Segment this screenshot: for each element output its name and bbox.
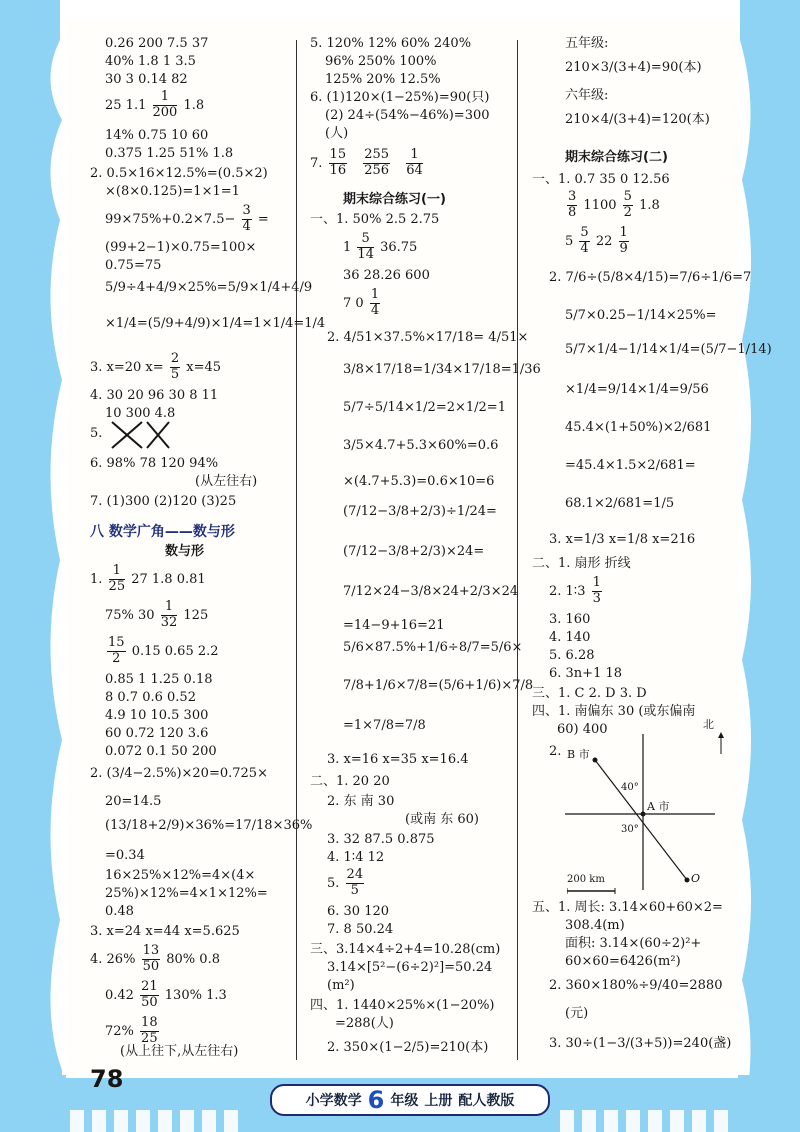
answer-line: 3. 160 — [549, 612, 591, 627]
answer-line: 5/6×87.5%+1/6÷8/7=5/6× — [343, 640, 523, 655]
fraction: $\frac{2}{5}$ — [170, 351, 180, 382]
answer-text: 0.15 0.65 2.2 — [131, 643, 219, 659]
answer-line: 2. — [549, 744, 562, 759]
matching-lines-icon — [107, 420, 177, 450]
answer-line: 0.75=75 — [105, 258, 162, 273]
answer-line: 3. x=1/3 x=1/8 x=216 — [549, 532, 696, 547]
answer-text: 75% 30 — [105, 607, 155, 623]
answer-line: (人) — [325, 126, 349, 141]
answer-text: 125 — [183, 607, 209, 623]
answer-line: =1×7/8=7/8 — [343, 718, 426, 733]
answer-line: 2. 350×(1−2/5)=210(本) — [327, 1040, 489, 1055]
answer-line: (13/18+2/9)×36%=17/18×36% — [105, 818, 313, 833]
answer-line: 3. x=16 x=35 x=16.4 — [327, 752, 469, 767]
answer-line: 四、1. 1440×25%×(1−20%) — [310, 998, 495, 1013]
answer-line: 3/5×4.7+5.3×60%=0.6 — [343, 438, 499, 453]
footer-term: 上册 — [424, 1093, 453, 1109]
answer-line: (m²) — [327, 978, 355, 993]
answer-line — [327, 868, 366, 899]
fraction: $\frac{13}{50}$ — [142, 943, 160, 974]
answer-text: 80% 0.8 — [166, 951, 220, 967]
answer-text: 1 — [343, 239, 352, 255]
answer-line: =288(人) — [335, 1016, 394, 1031]
fraction: $\frac{1}{64}$ — [406, 147, 423, 178]
answer-line: 一、1. 50% 2.5 2.75 — [310, 212, 440, 227]
fraction: $\frac{1}{32}$ — [160, 599, 178, 630]
answer-line — [565, 190, 660, 221]
answer-line: (2) 24÷(54%−46%)=300 — [325, 108, 490, 123]
answer-text: 7. — [310, 155, 323, 171]
answer-line: 5. 6.28 — [549, 648, 595, 663]
answer-line: 一、1. 0.7 35 0 12.56 — [532, 172, 670, 187]
answer-line: 5/9÷4+4/9×25%=5/9×1/4+4/9 — [105, 280, 313, 295]
city-b-label: B 市 — [567, 748, 590, 761]
answer-text: 36.75 — [380, 239, 418, 255]
answer-line: 25%)×12%=4×1×12%= — [105, 886, 268, 901]
answer-line: =0.34 — [105, 848, 145, 863]
fraction: $\frac{1}{3}$ — [592, 575, 601, 606]
answer-note: (从上往下,从左往右) — [120, 1044, 239, 1059]
answer-line: (7/12−3/8+2/3)÷1/24= — [343, 504, 497, 519]
answer-line — [105, 1016, 161, 1047]
answer-line: 60×60=6426(m²) — [565, 954, 681, 969]
fraction: $\frac{1}{9}$ — [619, 225, 628, 256]
fraction: $\frac{3}{8}$ — [568, 189, 577, 220]
answer-line: 三、3.14×4÷2+4=10.28(cm) — [310, 942, 501, 957]
footer-edition: 配人教版 — [458, 1093, 515, 1109]
answer-line: 4.9 10 10.5 300 — [105, 708, 209, 723]
fraction: $\frac{255}{256}$ — [364, 147, 390, 178]
answer-text: 5. — [327, 875, 340, 891]
answer-line — [90, 352, 221, 383]
answer-text: 1.8 — [639, 197, 660, 213]
answer-line: 0.072 0.1 50 200 — [105, 744, 217, 759]
fraction: $\frac{18}{25}$ — [141, 1015, 158, 1046]
fraction: $\frac{1}{4}$ — [370, 287, 380, 318]
answer-line: ×(4.7+5.3)=0.6×10=6 — [343, 474, 495, 489]
answer-line: 2. (3/4−2.5%)×20=0.725× — [90, 766, 268, 781]
answer-text: 0.42 — [105, 987, 134, 1003]
answer-line: (元) — [565, 1006, 589, 1021]
answer-line: 三、1. C 2. D 3. D — [532, 686, 647, 701]
answer-line: 6. (1)120×(1−25%)=90(只) — [310, 90, 490, 105]
answer-line — [90, 564, 206, 595]
answer-text: 27 1.8 0.81 — [131, 571, 206, 587]
answer-line — [565, 226, 631, 257]
section-title: 期末综合练习(一) — [343, 192, 446, 207]
answer-line: 二、1. 扇形 折线 — [532, 556, 631, 571]
page-number: 78 — [90, 1065, 124, 1093]
answer-line: ×(8×0.125)=1×1=1 — [105, 184, 240, 199]
answer-line: 2. 东 南 30 — [327, 794, 395, 809]
answer-text: 25 1.1 — [105, 97, 147, 113]
answer-line — [105, 636, 219, 667]
answer-text: = — [257, 211, 269, 227]
fraction: $\frac{21}{50}$ — [141, 979, 158, 1010]
answer-line: =45.4×1.5×2/681= — [565, 458, 696, 473]
answer-line: 4. 1∶4 12 — [327, 850, 385, 865]
answer-line: 六年级: — [565, 88, 609, 103]
answer-line: 7. (1)300 (2)120 (3)25 — [90, 494, 237, 509]
answer-line: 3. 30÷(1−3/(3+5))=240(盏) — [549, 1036, 732, 1051]
answer-line — [310, 148, 425, 179]
answer-line: 40% 1.8 1 3.5 — [105, 54, 196, 69]
answer-line: 20=14.5 — [105, 794, 162, 809]
answer-line: 5/7×0.25−1/14×25%= — [565, 308, 717, 323]
section-title: 数与形 — [165, 544, 205, 559]
answer-line: 125% 20% 12.5% — [325, 72, 441, 87]
answer-text: 99×75%+0.2×7.5− — [105, 211, 236, 227]
answer-line: ×1/4=(5/9+4/9)×1/4=1×1/4=1/4 — [105, 316, 326, 331]
answer-line: 0.85 1 1.25 0.18 — [105, 672, 213, 687]
answer-line: 五、1. 周长: 3.14×60+60×2= — [532, 900, 723, 915]
answer-line: ×1/4=9/14×1/4=9/56 — [565, 382, 709, 397]
answer-text: 3. x=20 x= — [90, 359, 164, 375]
answer-line: 5. — [90, 426, 103, 441]
answer-text: x=45 — [186, 359, 222, 375]
answer-line: 30 3 0.14 82 — [105, 72, 188, 87]
answer-line: 四、1. 南偏东 30 (或东偏南 — [532, 704, 696, 719]
answer-line — [105, 204, 269, 235]
point-o-label: O — [691, 872, 701, 885]
answer-line: 60) 400 — [557, 722, 608, 737]
answer-text: 1.8 — [183, 97, 205, 113]
footer-badge — [270, 1084, 550, 1116]
answer-line: 45.4×(1+50%)×2/681 — [565, 420, 712, 435]
fraction: $\frac{5}{4}$ — [580, 225, 589, 256]
answer-line — [90, 944, 220, 975]
answer-line: 面积: 3.14×(60÷2)²+ — [565, 936, 702, 951]
footer-grade: 6 — [367, 1086, 385, 1114]
answer-line: 60 0.72 120 3.6 — [105, 726, 209, 741]
footer-subject: 小学数学 — [305, 1093, 362, 1109]
unit-title: 八 数学广角——数与形 — [90, 524, 235, 540]
answer-line: 3/8×17/18=1/34×17/18=1/36 — [343, 362, 541, 377]
answer-line: 210×4/(3+4)=120(本) — [565, 112, 710, 127]
answer-text: 72% — [105, 1023, 134, 1039]
angle-label: 40° — [621, 782, 639, 793]
column-divider-1 — [296, 40, 297, 1060]
answer-text: 130% 1.3 — [164, 987, 227, 1003]
answer-line — [105, 600, 208, 631]
scale-bar-icon — [567, 888, 617, 894]
answer-line: 0.26 200 7.5 37 — [105, 36, 209, 51]
answer-note: (从左往右) — [195, 474, 258, 489]
fraction: $\frac{5}{14}$ — [357, 231, 374, 262]
column-divider-2 — [517, 40, 518, 1060]
answer-line: 68.1×2/681=1/5 — [565, 496, 675, 511]
fraction: $\frac{1}{200}$ — [152, 89, 178, 120]
answer-line: 6. 3n+1 18 — [549, 666, 623, 681]
answer-line: 96% 250% 100% — [325, 54, 437, 69]
answer-line: =14−9+16=21 — [343, 618, 445, 633]
answer-text: 5 — [565, 233, 574, 249]
answer-line — [549, 576, 604, 607]
answer-text: 7 0 — [343, 295, 364, 311]
answer-line: 2. 360×180%÷9/40=2880 — [549, 978, 723, 993]
answer-line: 0.375 1.25 51% 1.8 — [105, 146, 234, 161]
answer-line: 3.14×[5²−(6÷2)²]=50.24 — [327, 960, 493, 975]
answer-line: 4. 30 20 96 30 8 11 — [90, 388, 219, 403]
angle-label: 30° — [621, 824, 639, 835]
answer-line: 3. x=24 x=44 x=5.625 — [90, 924, 240, 939]
footer-grade-suffix: 年级 — [390, 1093, 419, 1109]
answer-line: 308.4(m) — [565, 918, 625, 933]
answer-note: (或南 东 60) — [405, 812, 479, 827]
answer-text: 4. 26% — [90, 951, 136, 967]
fraction: $\frac{5}{2}$ — [623, 189, 632, 220]
answer-line: 4. 140 — [549, 630, 591, 645]
city-a-label: A 市 — [647, 800, 670, 813]
answer-line: 0.48 — [105, 904, 134, 919]
fraction: $\frac{3}{4}$ — [242, 203, 251, 234]
answer-line: 5. 120% 12% 60% 240% — [310, 36, 472, 51]
fraction: $\frac{15}{2}$ — [108, 635, 125, 666]
answer-line — [105, 90, 204, 121]
answer-line: 2. 7/6÷(5/8×4/15)=7/6÷1/6=7 — [549, 270, 752, 285]
answer-line: (7/12−3/8+2/3)×24= — [343, 544, 485, 559]
answer-line: 14% 0.75 10 60 — [105, 128, 209, 143]
answer-line — [343, 288, 382, 319]
answer-line: 16×25%×12%=4×(4× — [105, 868, 256, 883]
answer-line: 五年级: — [565, 36, 609, 51]
answer-line: 210×3/(3+4)=90(本) — [565, 60, 702, 75]
answer-line: 2. 0.5×16×12.5%=(0.5×2) — [90, 166, 268, 181]
answer-line — [343, 232, 417, 263]
north-label: 北 — [703, 718, 714, 731]
fraction: $\frac{1}{25}$ — [108, 563, 126, 594]
answer-text: 1100 — [583, 197, 617, 213]
answer-line: 7/8+1/6×7/8=(5/6+1/6)×7/8 — [343, 678, 534, 693]
answer-text: 1. — [90, 571, 103, 587]
answer-line: 3. 32 87.5 0.875 — [327, 832, 435, 847]
answer-line: 7. 8 50.24 — [327, 922, 394, 937]
answer-line: 7/12×24−3/8×24+2/3×24 — [343, 584, 519, 599]
answer-line: 2. 4/51×37.5%×17/18= 4/51× — [327, 330, 529, 345]
answer-line: 8 0.7 0.6 0.52 — [105, 690, 196, 705]
section-title: 期末综合练习(二) — [565, 150, 668, 165]
answer-line: 5/7÷5/14×1/2=2×1/2=1 — [343, 400, 506, 415]
fraction: $\frac{15}{16}$ — [329, 147, 347, 178]
answer-line — [105, 980, 227, 1011]
answer-line: 36 28.26 600 — [343, 268, 430, 283]
answer-line: (99+2−1)×0.75=100× — [105, 240, 257, 255]
answer-text: 22 — [595, 233, 613, 249]
scale-label: 200 km — [567, 874, 605, 885]
answer-text: 2. 1∶3 — [549, 583, 586, 599]
answer-line: 5/7×1/4−1/14×1/4=(5/7−1/14) — [565, 342, 772, 357]
answer-line: 10 300 4.8 — [105, 406, 176, 421]
fraction: $\frac{24}{5}$ — [346, 867, 364, 898]
answer-line: 6. 30 120 — [327, 904, 390, 919]
answer-line: 6. 98% 78 120 94% — [90, 456, 219, 471]
answer-line: 二、1. 20 20 — [310, 774, 390, 789]
